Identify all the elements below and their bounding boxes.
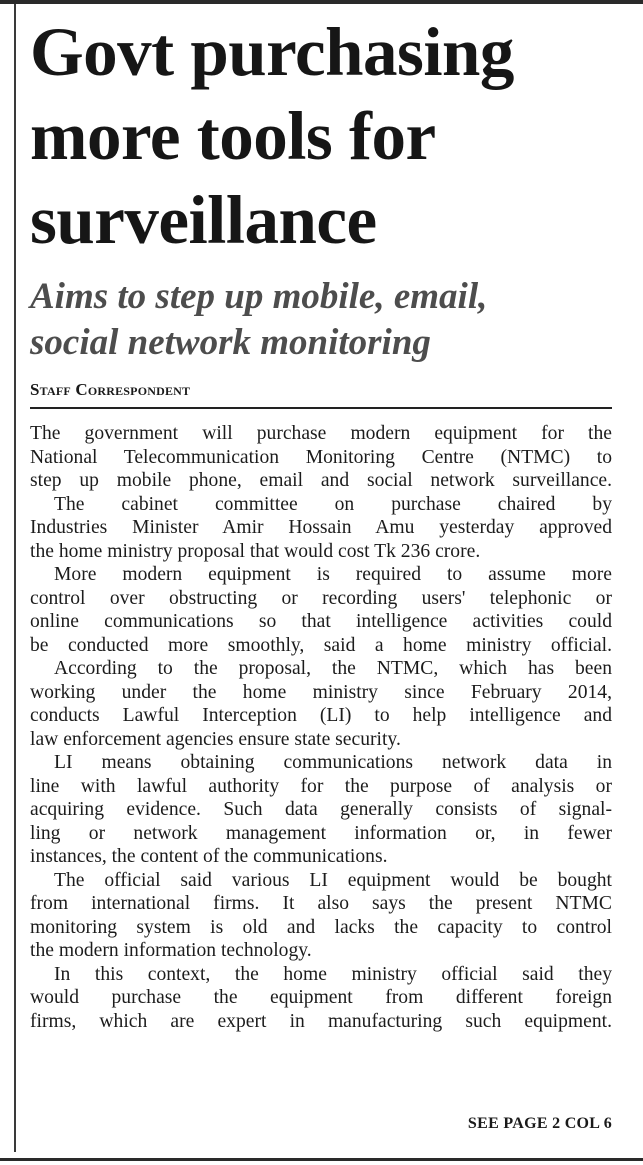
headline-line: surveillance <box>30 182 377 258</box>
continued-on-page-note: SEE PAGE 2 COL 6 <box>467 1115 612 1132</box>
article-body <box>30 422 612 1033</box>
text-line: LI means obtaining communications network data in <box>54 752 612 773</box>
subheadline-line: social network monitoring <box>30 322 431 363</box>
text-line: acquiring evidence. Such data generally consists of signal- <box>30 799 612 820</box>
paragraph <box>30 422 612 493</box>
text-line: step up mobile phone, email and social network surveillance. <box>30 470 612 491</box>
paragraph <box>30 563 612 657</box>
paragraph <box>30 963 612 1034</box>
text-line: According to the proposal, the NTMC, which has been <box>54 658 612 679</box>
paragraph <box>30 493 612 564</box>
text-line: control over obstructing or recording users' telephonic or <box>30 587 612 609</box>
subheadline-line: Aims to step up mobile, email, <box>30 276 488 317</box>
bottom-border-rule <box>0 1158 643 1161</box>
text-line: line with lawful authority for the purpose of analysis or <box>30 775 612 797</box>
text-line: National Telecommunication Monitoring Centre (NTMC) to <box>30 446 612 468</box>
byline: Staff Correspondent <box>30 380 191 399</box>
text-line: would purchase the equipment from different foreign <box>30 987 612 1008</box>
text-line: the modern information technology. <box>30 940 312 961</box>
paragraph <box>30 869 612 963</box>
headline <box>30 10 630 262</box>
text-line: More modern equipment is required to assume more <box>54 564 612 585</box>
text-line: The government will purchase modern equipment for the <box>30 423 612 444</box>
text-line: be conducted more smoothly, said a home ministry official. <box>30 634 612 656</box>
text-line: from international firms. It also says the present NTMC <box>30 893 612 914</box>
paragraph <box>30 751 612 869</box>
text-line: Industries Minister Amir Hossain Amu yesterday approved <box>30 517 612 538</box>
column-left-rule <box>14 4 16 1152</box>
byline-rule <box>30 407 612 409</box>
top-border-rule <box>0 0 643 4</box>
subheadline <box>30 274 630 366</box>
paragraph <box>30 657 612 751</box>
text-line: ling or network management information or, in fewer <box>30 822 612 844</box>
headline-line: Govt purchasing <box>30 14 514 90</box>
text-line: In this context, the home ministry official said they <box>54 963 612 985</box>
text-line: The cabinet committee on purchase chaired by <box>54 493 612 515</box>
text-line: firms, which are expert in manufacturing such equipment. <box>30 1010 612 1032</box>
text-line: online communications so that intelligence activities could <box>30 611 612 632</box>
text-line: conducts Lawful Interception (LI) to help intelligence and <box>30 705 612 726</box>
text-line: law enforcement agencies ensure state security. <box>30 728 401 750</box>
headline-line: more tools for <box>30 98 436 174</box>
text-line: instances, the content of the communications. <box>30 846 388 867</box>
text-line: The official said various LI equipment would be bought <box>54 869 612 891</box>
text-line: working under the home ministry since February 2014, <box>30 681 612 703</box>
text-line: monitoring system is old and lacks the capacity to control <box>30 916 612 938</box>
text-line: the home ministry proposal that would cost Tk 236 crore. <box>30 540 481 562</box>
